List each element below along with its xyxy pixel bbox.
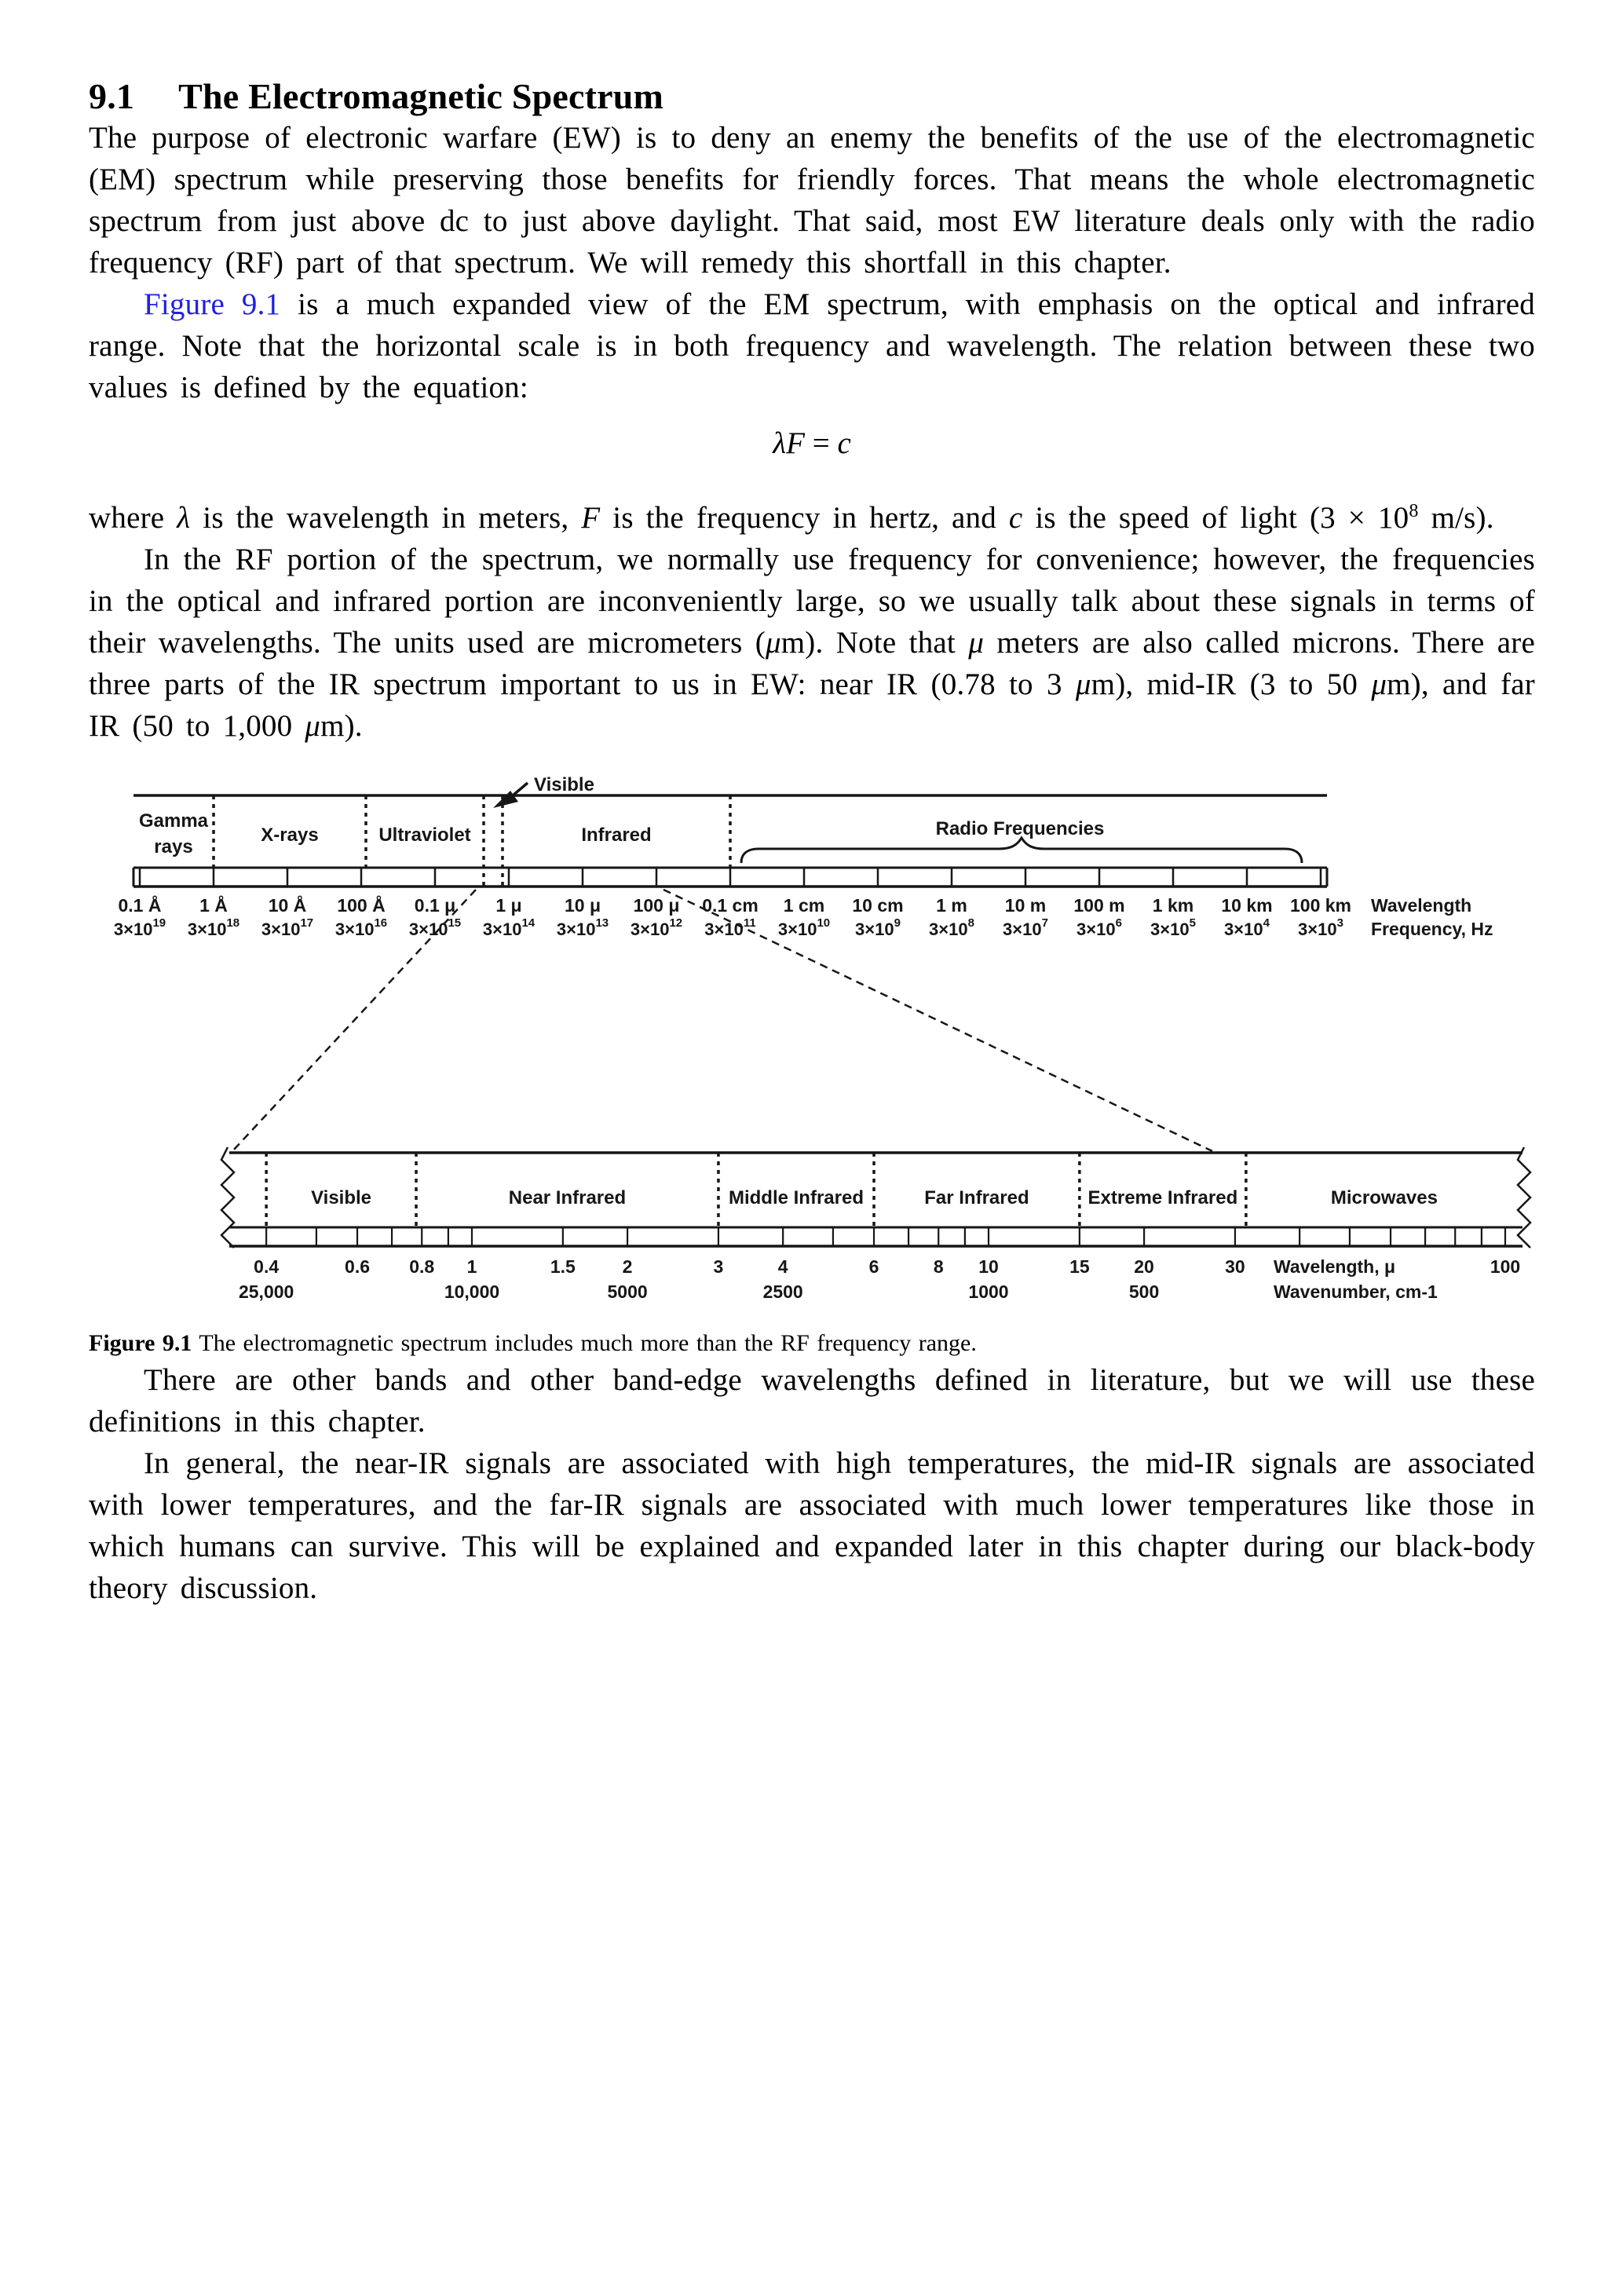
paragraph-intro: The purpose of electronic warfare (EW) is to deny an enemy the benefits of the use of the electromagnetic (EM) spectrum while preserving those benefits for friendly forces. That means the whole electromagnetic spectrum from just above dc to just above daylight. That said, most EW literature deals only with the radio frequency (RF) part of that spectrum. We will remedy this shortfall in this chapter. xyxy=(89,121,1535,280)
top-band-label: Gamma rays xyxy=(138,810,209,857)
micron-tick-label: 6 xyxy=(868,1256,879,1277)
frequency-tick-label: $3\times 10^{10}$ xyxy=(777,916,831,939)
section-title: The Electromagnetic Spectrum xyxy=(178,76,664,116)
text-segment: μ xyxy=(968,626,985,660)
wavenumber-tick-label: 5000 xyxy=(607,1281,648,1302)
top-axis-frequency-label: Frequency, Hz xyxy=(1371,919,1493,939)
figure-9-1-link[interactable]: Figure 9.1 xyxy=(144,287,281,321)
radio-frequencies-brace xyxy=(741,838,1302,863)
wavelength-tick-label: 100 km xyxy=(1289,895,1352,916)
frequency-tick-label: $3\times 10^{13}$ xyxy=(556,916,609,939)
text-segment: 8 xyxy=(1409,500,1419,521)
micron-tick-label: 1.5 xyxy=(550,1256,576,1277)
bottom-band-label: Far Infrared xyxy=(924,1187,1029,1208)
wavelength-tick-label: 10 Å xyxy=(268,895,307,916)
wavelength-tick-label: 10 μ xyxy=(564,895,601,916)
frequency-tick-label: $3\times 10^{19}$ xyxy=(113,916,166,939)
wavelength-tick-label: 1 μ xyxy=(495,895,522,916)
wavenumber-tick-label: 1000 xyxy=(968,1281,1009,1302)
text-segment: μ xyxy=(1371,667,1387,701)
wavelength-tick-label: 10 m xyxy=(1004,895,1047,916)
frequency-tick-label: $3\times 10^{17}$ xyxy=(261,916,314,939)
equation-lambda-f-c: λF = c xyxy=(773,426,851,460)
top-band-label: Ultraviolet xyxy=(378,824,471,846)
frequency-tick-label: $3\times 10^{18}$ xyxy=(187,916,240,939)
wavelength-tick-label: 0.1 cm xyxy=(702,895,758,916)
bottom-scale xyxy=(221,1147,1530,1302)
paragraph-other-bands: There are other bands and other band-edge wavelengths defined in literature, but we will use these definitions in this chapter. xyxy=(89,1363,1535,1439)
text-segment: c xyxy=(837,426,851,460)
text-segment: F xyxy=(581,501,601,535)
paragraph-rf-portion: In the RF portion of the spectrum, we normally use frequency for convenience; however, the frequencies in the optical and infrared portion are inconveniently large, so we usually talk about these signals in terms of their wavelengths. The units used are micrometers (μm). Note that μ meters are also called microns. There are three parts of the IR spectrum important to us in EW: near IR (0.78 to 3 μm), mid-IR (3 to 50 μm), and far IR (50 to 1,000 μm). xyxy=(89,543,1535,743)
wavenumber-tick-label: 10,000 xyxy=(444,1281,500,1302)
text-segment: μ xyxy=(765,626,781,660)
text-segment: Figure 9.1 xyxy=(89,1330,192,1356)
text-segment: c xyxy=(1008,501,1023,535)
frequency-tick-label: $3\times 10^{11}$ xyxy=(704,916,756,939)
top-band-label: X-rays xyxy=(261,824,319,846)
wavenumber-tick-label: 25,000 xyxy=(238,1281,294,1302)
visible-callout-label: Visible xyxy=(534,774,594,795)
micron-tick-label: 10 xyxy=(978,1256,999,1277)
paragraph-in-general: In general, the near-IR signals are associated with high temperatures, the mid-IR signals are associated with lower temperatures, and the far-IR signals are associated with much lower temperatures like those in which humans can survive. This will be explained and expanded later in this chapter during our black-body theory discussion. xyxy=(89,1446,1535,1605)
wavelength-tick-label: 1 Å xyxy=(199,895,228,916)
wavelength-tick-label: 0.1 μ xyxy=(414,895,456,916)
micron-tick-label: 100 xyxy=(1490,1256,1521,1277)
frequency-tick-label: $3\times 10^7$ xyxy=(1003,916,1048,939)
top-axis-wavelength-label: Wavelength xyxy=(1371,895,1472,916)
wavenumber-tick-label: 500 xyxy=(1128,1281,1160,1302)
micron-tick-label: 20 xyxy=(1134,1256,1154,1277)
top-band-label: Radio Frequencies xyxy=(935,818,1105,839)
paragraph-figure-ref: Figure 9.1 is a much expanded view of the EM spectrum, with emphasis on the optical and infrared range. Note that the horizontal scale is in both frequency and wavelength. The relation between these two values is defined by the equation: xyxy=(89,287,1535,404)
text-segment: μ xyxy=(1075,667,1091,701)
micron-tick-label: 0.6 xyxy=(345,1256,371,1277)
frequency-tick-label: $3\times 10^8$ xyxy=(929,916,974,939)
wavelength-tick-label: 100 Å xyxy=(337,895,386,916)
frequency-tick-label: $3\times 10^6$ xyxy=(1077,916,1122,939)
text-segment: λF xyxy=(773,426,805,460)
wavelength-tick-label: 100 m xyxy=(1073,895,1125,916)
micron-tick-label: 30 xyxy=(1225,1256,1245,1277)
frequency-tick-label: $3\times 10^9$ xyxy=(855,916,901,939)
frequency-tick-label: $3\times 10^3$ xyxy=(1298,916,1343,939)
frequency-tick-label: $3\times 10^{14}$ xyxy=(482,916,536,939)
section-number: 9.1 xyxy=(89,76,135,116)
micron-tick-label: 3 xyxy=(713,1256,724,1277)
bottom-band-label: Extreme Infrared xyxy=(1087,1187,1238,1208)
frequency-tick-label: $3\times 10^4$ xyxy=(1224,916,1270,939)
wavenumber-tick-label: 2500 xyxy=(762,1281,803,1302)
wavelength-tick-label: 10 cm xyxy=(852,895,904,916)
top-scale xyxy=(114,774,1493,939)
section-heading xyxy=(89,76,1535,117)
wavelength-tick-label: 1 cm xyxy=(783,895,825,916)
wavelength-tick-label: 100 μ xyxy=(633,895,680,916)
top-band-label: Infrared xyxy=(581,824,652,846)
bottom-axis-wavelength-label: Wavelength, μ xyxy=(1274,1256,1396,1277)
paragraph-where: where λ is the wavelength in meters, F is the frequency in hertz, and c is the speed of light ($3 \times 10^8$ m/s). xyxy=(89,500,1494,535)
micron-tick-label: 1 xyxy=(466,1256,477,1277)
em-spectrum-figure xyxy=(0,766,1623,1315)
micron-tick-label: 0.4 xyxy=(254,1256,280,1277)
bottom-band-label: Near Infrared xyxy=(508,1187,627,1208)
frequency-tick-label: $3\times 10^{15}$ xyxy=(408,916,462,939)
bottom-band-label: Middle Infrared xyxy=(728,1187,865,1208)
micron-tick-label: 15 xyxy=(1069,1256,1090,1277)
wavelength-tick-label: 1 m xyxy=(936,895,967,916)
micron-tick-label: 4 xyxy=(777,1256,788,1277)
micron-tick-label: 2 xyxy=(622,1256,633,1277)
frequency-tick-label: $3\times 10^{12}$ xyxy=(630,916,683,939)
wavelength-tick-label: 10 km xyxy=(1221,895,1273,916)
micron-tick-label: 0.8 xyxy=(409,1256,435,1277)
figure-caption: Figure 9.1 The electromagnetic spectrum includes much more than the RF frequency range. xyxy=(89,1330,977,1356)
frequency-tick-label: $3\times 10^5$ xyxy=(1150,916,1196,939)
frequency-tick-label: $3\times 10^{16}$ xyxy=(334,916,388,939)
bottom-band-label: Visible xyxy=(311,1187,372,1208)
micron-tick-label: 8 xyxy=(933,1256,944,1277)
bottom-band-label: Microwaves xyxy=(1330,1187,1438,1208)
bottom-axis-wavenumber-label: Wavenumber, cm-1 xyxy=(1274,1281,1438,1302)
text-segment: μ xyxy=(305,709,321,743)
wavelength-tick-label: 1 km xyxy=(1152,895,1194,916)
text-segment: λ xyxy=(177,501,191,535)
scale-break-squiggle xyxy=(221,1147,234,1248)
wavelength-tick-label: 0.1 Å xyxy=(118,895,162,916)
scale-break-squiggle xyxy=(1518,1147,1530,1248)
